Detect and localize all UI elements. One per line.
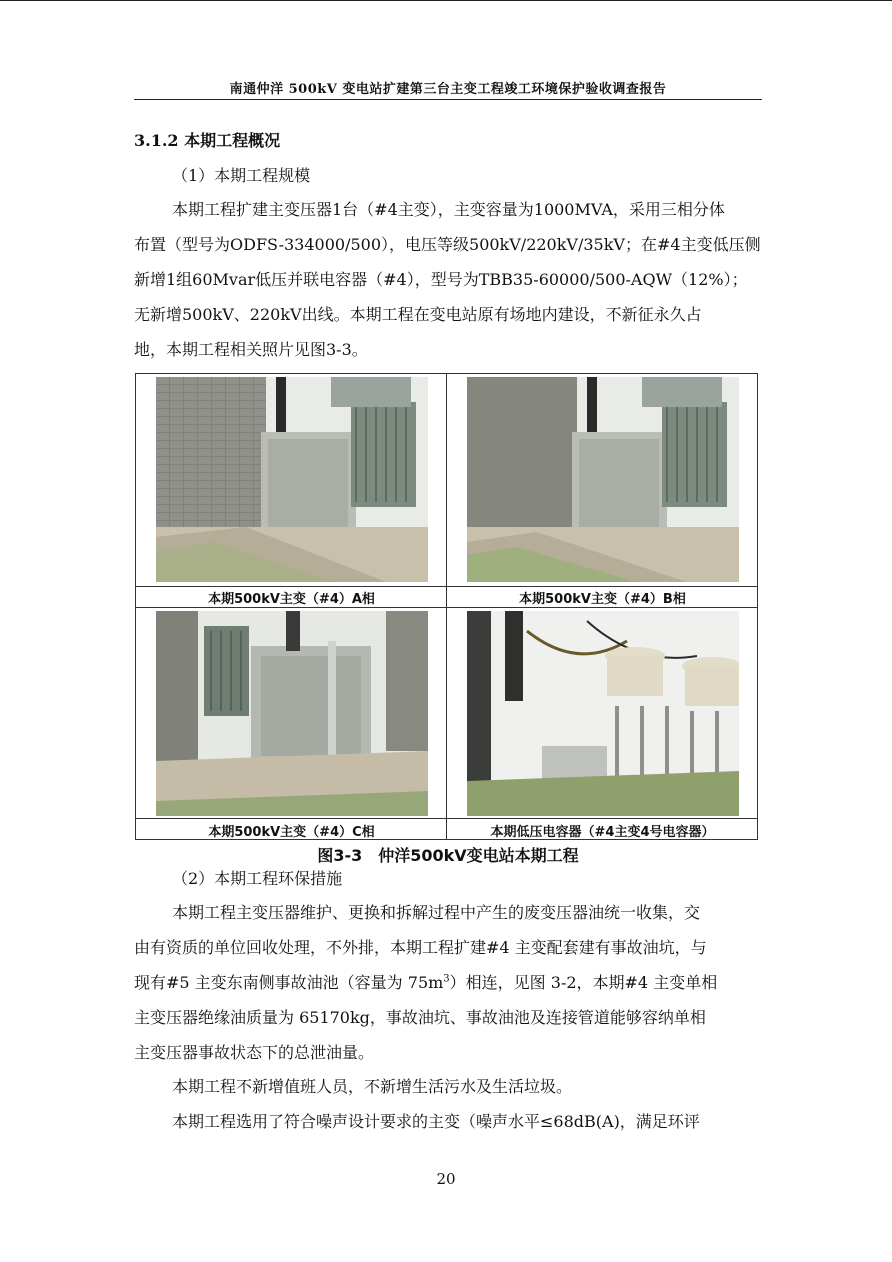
photo-capacitor-bank	[467, 611, 739, 816]
header-rule	[134, 99, 762, 100]
table-divider	[136, 818, 757, 819]
paragraph-measures	[134, 895, 760, 1070]
paragraph-staff	[134, 1069, 760, 1104]
paragraph-line: 主变压器绝缘油质量为 65170kg，事故油坑、事故油池及连接管道能够容纳单相	[134, 1008, 706, 1027]
paragraph-line: 新增1组60Mvar低压并联电容器（#4），型号为TBB35-60000/500-AQW（12%）；	[134, 270, 748, 289]
paragraph-line: 布置（型号为ODFS-334000/500），电压等级500kV/220kV/35kV；在#4主变低压侧	[134, 235, 761, 254]
paragraph-line: 本期工程选用了符合噪声设计要求的主变（噪声水平≤68dB(A)，满足环评	[172, 1112, 700, 1131]
subsection-title-measures: （2）本期工程环保措施	[172, 869, 343, 888]
paragraph-line: 本期工程扩建主变压器1台（#4主变），主变容量为1000MVA，采用三相分体	[172, 200, 725, 219]
superscript: 3	[443, 973, 450, 985]
table-divider	[136, 607, 757, 608]
photo-transformer-a	[156, 377, 428, 582]
page-header: 南通仲洋 500kV 变电站扩建第三台主变工程竣工环境保护验收调查报告	[229, 82, 667, 97]
caption-transformer-c: 本期500kV主变（#4）C相	[208, 825, 375, 840]
paragraph-line	[134, 965, 760, 1000]
paragraph-line: 本期工程主变压器维护、更换和拆解过程中产生的废变压器油统一收集，交	[172, 903, 701, 922]
top-border	[0, 0, 892, 1]
paragraph-scale	[134, 192, 760, 367]
line-text: 现有#5 主变东南侧事故油池（容量为 75m	[134, 973, 444, 992]
paragraph-line: 无新增500kV、220kV出线。本期工程在变电站原有场地内建设，不新征永久占	[134, 305, 702, 324]
photo-transformer-c	[156, 611, 428, 816]
caption-transformer-a: 本期500kV主变（#4）A相	[208, 592, 375, 607]
page-number: 20	[436, 1170, 456, 1188]
paragraph-line: 由有资质的单位回收处理，不外排，本期工程扩建#4 主变配套建有事故油坑，与	[134, 938, 707, 957]
subsection-title-scale: （1）本期工程规模	[172, 166, 311, 185]
figure-table	[135, 373, 758, 840]
caption-transformer-b: 本期500kV主变（#4）B相	[519, 592, 686, 607]
caption-capacitor-bank: 本期低压电容器（#4主变4号电容器）	[490, 825, 715, 840]
photo-transformer-b	[467, 377, 739, 582]
paragraph-noise	[134, 1104, 760, 1139]
table-divider	[136, 586, 757, 587]
figure-title: 图3-3 仲洋500kV变电站本期工程	[317, 846, 579, 865]
paragraph-line: 主变压器事故状态下的总泄油量。	[134, 1043, 375, 1062]
section-title: 3.1.2 本期工程概况	[134, 131, 281, 150]
line-text: ）相连，见图 3-2，本期#4 主变单相	[449, 973, 718, 992]
paragraph-line: 本期工程不新增值班人员，不新增生活污水及生活垃圾。	[172, 1077, 573, 1096]
paragraph-line: 地，本期工程相关照片见图3-3。	[134, 340, 368, 359]
